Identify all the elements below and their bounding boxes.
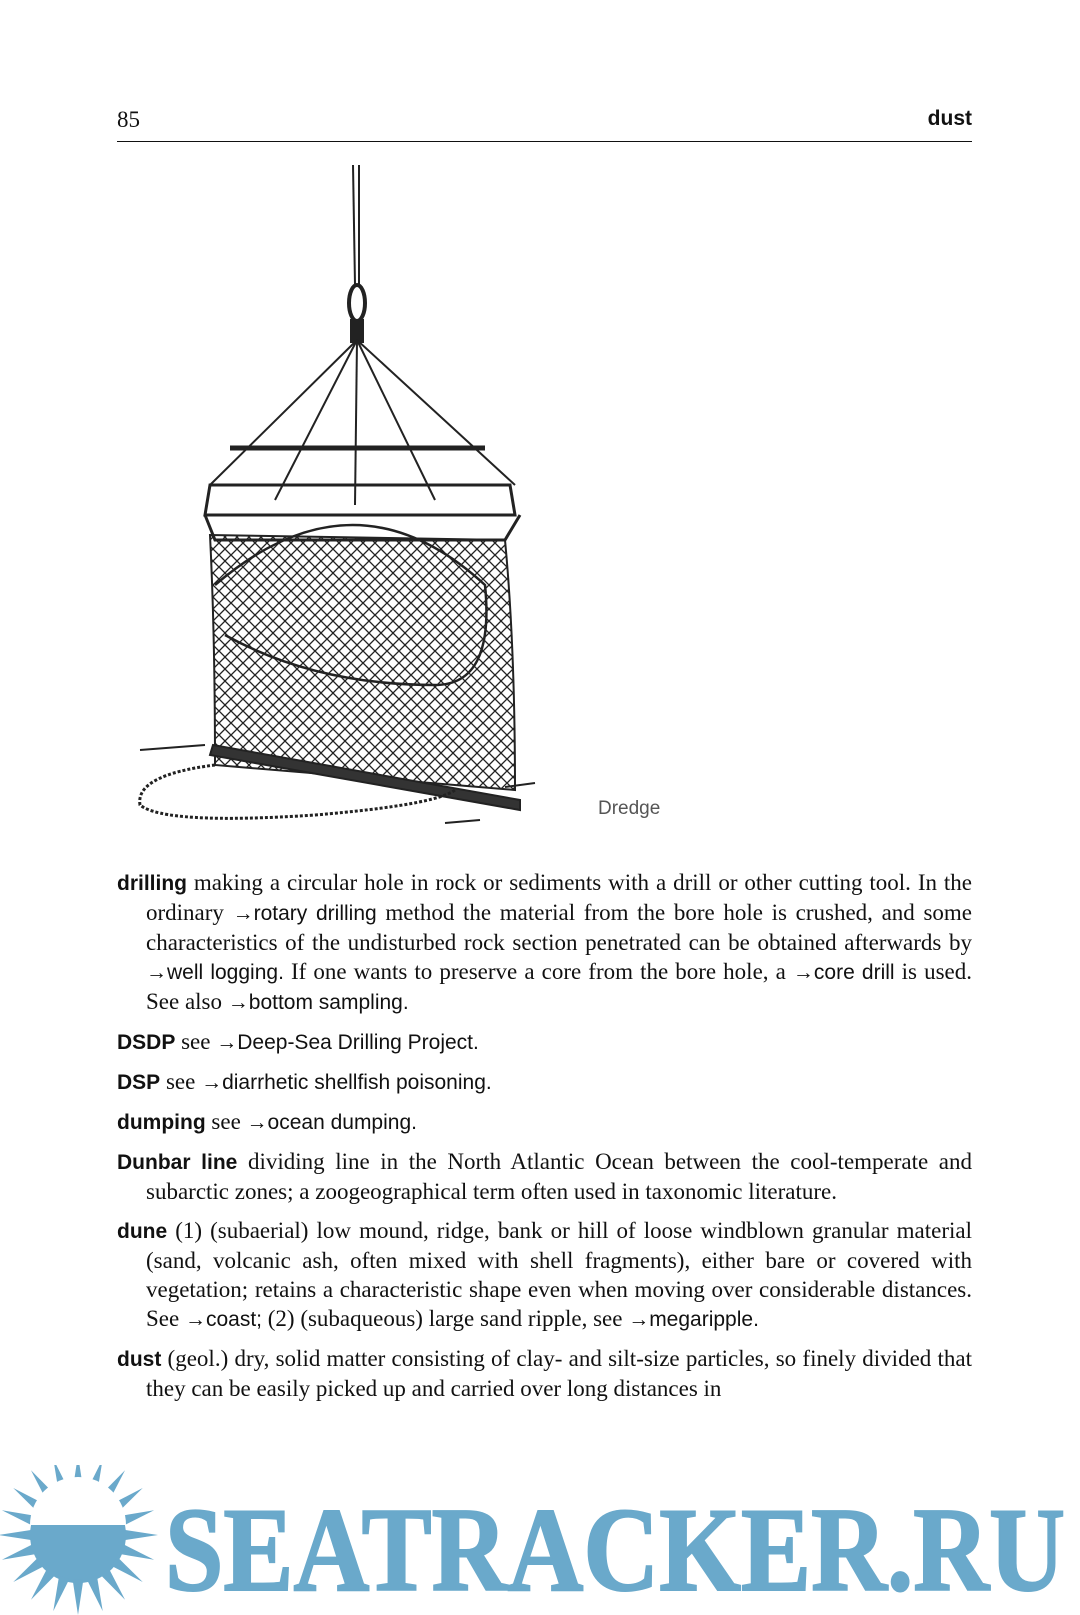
cross-reference-link[interactable]: →Deep-Sea Drilling Project.: [216, 1031, 479, 1054]
cross-reference-link[interactable]: →megaripple.: [628, 1308, 759, 1331]
definition-text: see: [160, 1069, 202, 1094]
page-header: [117, 105, 972, 142]
dredge-illustration: [135, 165, 695, 855]
cross-reference-link[interactable]: →core drill: [792, 961, 895, 984]
sun-ray: [87, 1576, 103, 1611]
dictionary-entry: [117, 1027, 972, 1057]
sun-ray: [2, 1544, 37, 1560]
definition-text: If one wants to preserve a core from the bore hole, a: [283, 959, 793, 984]
definition-text: (2) (subaqueous) large sand ripple, see: [262, 1306, 629, 1331]
page-number: 85: [117, 107, 140, 132]
watermark-text: SEATRACKER.RU: [165, 1483, 1065, 1615]
figure-caption: Dredge: [598, 798, 661, 819]
definition-text: see: [205, 1109, 247, 1134]
definition-text: dividing line in the North Atlantic Ocean between the cool-temperate and subarctic zones; a zoogeographical term often used in taxonomic literature.: [146, 1149, 973, 1204]
definition-text: making a circular hole in rock or sediments with a drill or other cutting tool. In the ordinary: [146, 870, 972, 925]
cross-reference-link[interactable]: →ocean dumping.: [246, 1111, 417, 1134]
dictionary-entry: [117, 1147, 972, 1206]
definition-text: see: [175, 1029, 217, 1054]
headword: Dunbar line: [117, 1151, 238, 1174]
dictionary-entry: [117, 1107, 972, 1137]
dictionary-entry: [117, 868, 972, 1017]
cross-reference-link[interactable]: →coast;: [184, 1308, 262, 1331]
cross-reference-link[interactable]: →bottom sampling.: [227, 991, 409, 1014]
seatracker-watermark: [0, 1465, 1080, 1615]
headword: DSP: [117, 1071, 161, 1094]
definition-text: (geol.) dry, solid matter consisting of clay- and silt-size particles, so finely divided that they can be easily picked up and carried over long distances in: [146, 1346, 972, 1401]
sun-ray: [119, 1544, 154, 1560]
cross-reference-link[interactable]: →well logging.: [146, 961, 284, 984]
sun-ray: [73, 1580, 84, 1615]
sun-ray: [31, 1568, 56, 1600]
definition-text: (1) (subaerial) low mound, ridge, bank or hill of loose windblown granular material (sand, volcanic ash, often mixed with shell fragments), either bare or covered with vegetation; retains a characteristic shape even when moving over considerable distances. See: [146, 1218, 972, 1331]
sun-ray: [100, 1568, 125, 1600]
headword: dumping: [117, 1111, 206, 1134]
cross-reference-link[interactable]: →rotary drilling: [232, 902, 377, 925]
running-head: dust: [927, 107, 972, 130]
headword: drilling: [117, 872, 187, 895]
sun-ray: [53, 1576, 69, 1611]
definition-text: is used. See also: [146, 959, 972, 1014]
dictionary-entry: [117, 1216, 972, 1334]
dictionary-entry: [117, 1067, 972, 1097]
sun-ray: [123, 1530, 158, 1541]
sun-ray: [13, 1557, 45, 1582]
cross-reference-link[interactable]: →diarrhetic shellfish poisoning.: [201, 1071, 492, 1094]
definition-text: method the material from the bore hole is crushed, and some characteristics of the undisturbed rock section penetrated can be obtained afterwards by: [146, 900, 972, 955]
dictionary-entries: [117, 868, 972, 1413]
headword: dune: [117, 1220, 168, 1243]
headword: DSDP: [117, 1031, 176, 1054]
dictionary-entry: [117, 1344, 972, 1403]
headword: dust: [117, 1348, 162, 1371]
sun-ray: [111, 1557, 143, 1582]
sun-ray: [0, 1530, 33, 1541]
